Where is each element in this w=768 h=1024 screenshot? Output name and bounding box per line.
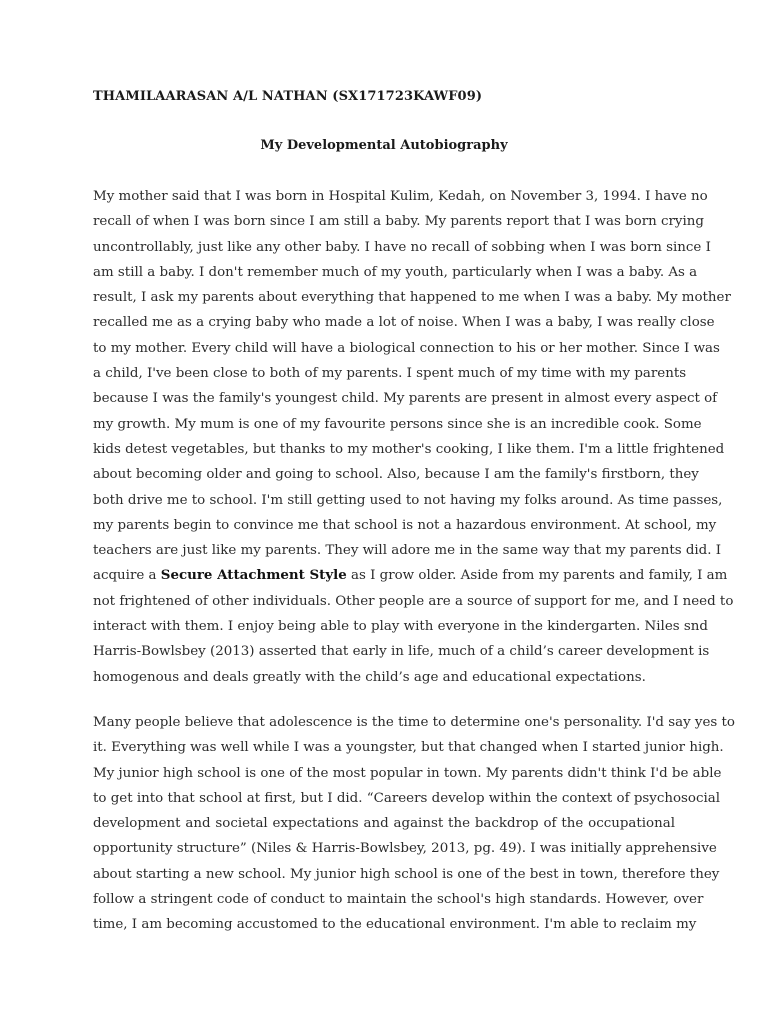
text-line: am still a baby. I don't remember much of my youth, particularly when I was a baby. As a: [93, 264, 698, 280]
paragraph-1: [93, 184, 734, 690]
text-line: homogenous and deals greatly with the child’s age and educational expectations.: [93, 669, 646, 685]
text-line: about starting a new school. My junior high school is one of the best in town, therefore they: [93, 866, 720, 882]
text-line: kids detest vegetables, but thanks to my mother's cooking, I like them. I'm a little frightened: [93, 441, 725, 457]
text-line: My mother said that I was born in Hospital Kulim, Kedah, on November 3, 1994. I have no: [93, 189, 708, 204]
author-header: THAMILAARASAN A/L NATHAN (SX171723KAWF09): [93, 89, 483, 104]
text-line: Many people believe that adolescence is the time to determine one's personality. I'd say yes to: [93, 715, 735, 730]
text-line: it. Everything was well while I was a youngster, but that changed when I started junior high.: [93, 740, 724, 756]
document-title: My Developmental Autobiography: [260, 138, 508, 153]
text-line: opportunity structure” (Niles & Harris-Bowlsbey, 2013, pg. 49). I was initially apprehensive: [93, 841, 717, 857]
text-line: my growth. My mum is one of my favourite persons since she is an incredible cook. Some: [93, 416, 702, 432]
text-line: [93, 563, 728, 588]
text-line: result, I ask my parents about everything that happened to me when I was a baby. My mother: [93, 290, 731, 306]
text-line: interact with them. I enjoy being able to play with everyone in the kindergarten. Niles snd: [93, 619, 708, 635]
text-line: recalled me as a crying baby who made a lot of noise. When I was a baby, I was really close: [93, 315, 715, 331]
text-line: not frightened of other individuals. Other people are a source of support for me, and I need to: [93, 593, 734, 609]
text-line: teachers are just like my parents. They will adore me in the same way that my parents did. I: [93, 543, 722, 559]
text-line: Harris-Bowlsbey (2013) asserted that early in life, much of a child’s career development is: [93, 644, 710, 660]
bold-term: Secure Attachment Style: [160, 567, 347, 584]
text-line: because I was the family's youngest child. My parents are present in almost every aspect of: [93, 391, 718, 407]
text-line: uncontrollably, just like any other baby. I have no recall of sobbing when I was born since I: [93, 239, 711, 255]
text-segment: acquire a: [93, 568, 161, 584]
text-line: my parents begin to convince me that school is not a hazardous environment. At school, my: [93, 517, 717, 533]
text-line: a child, I've been close to both of my parents. I spent much of my time with my parents: [93, 366, 687, 382]
text-line: to my mother. Every child will have a biological connection to his or her mother. Since I was: [93, 340, 720, 356]
paragraph-2: [93, 710, 735, 938]
text-segment: as I grow older. Aside from my parents and family, I am: [346, 568, 728, 584]
text-line: about becoming older and going to school. Also, because I am the family's firstborn, they: [93, 467, 699, 483]
text-line: recall of when I was born since I am still a baby. My parents report that I was born crying: [93, 214, 704, 230]
text-line: My junior high school is one of the most popular in town. My parents didn't think I'd be able: [93, 765, 722, 781]
text-line: to get into that school at first, but I did. “Careers develop within the context of psychosocial: [93, 790, 721, 806]
text-line: both drive me to school. I'm still getting used to not having my folks around. As time passes,: [93, 492, 723, 508]
text-line: time, I am becoming accustomed to the educational environment. I'm able to reclaim my: [93, 917, 697, 933]
text-line: development and societal expectations and against the backdrop of the occupational: [93, 816, 675, 832]
text-line: follow a stringent code of conduct to maintain the school's high standards. However, over: [93, 892, 704, 908]
